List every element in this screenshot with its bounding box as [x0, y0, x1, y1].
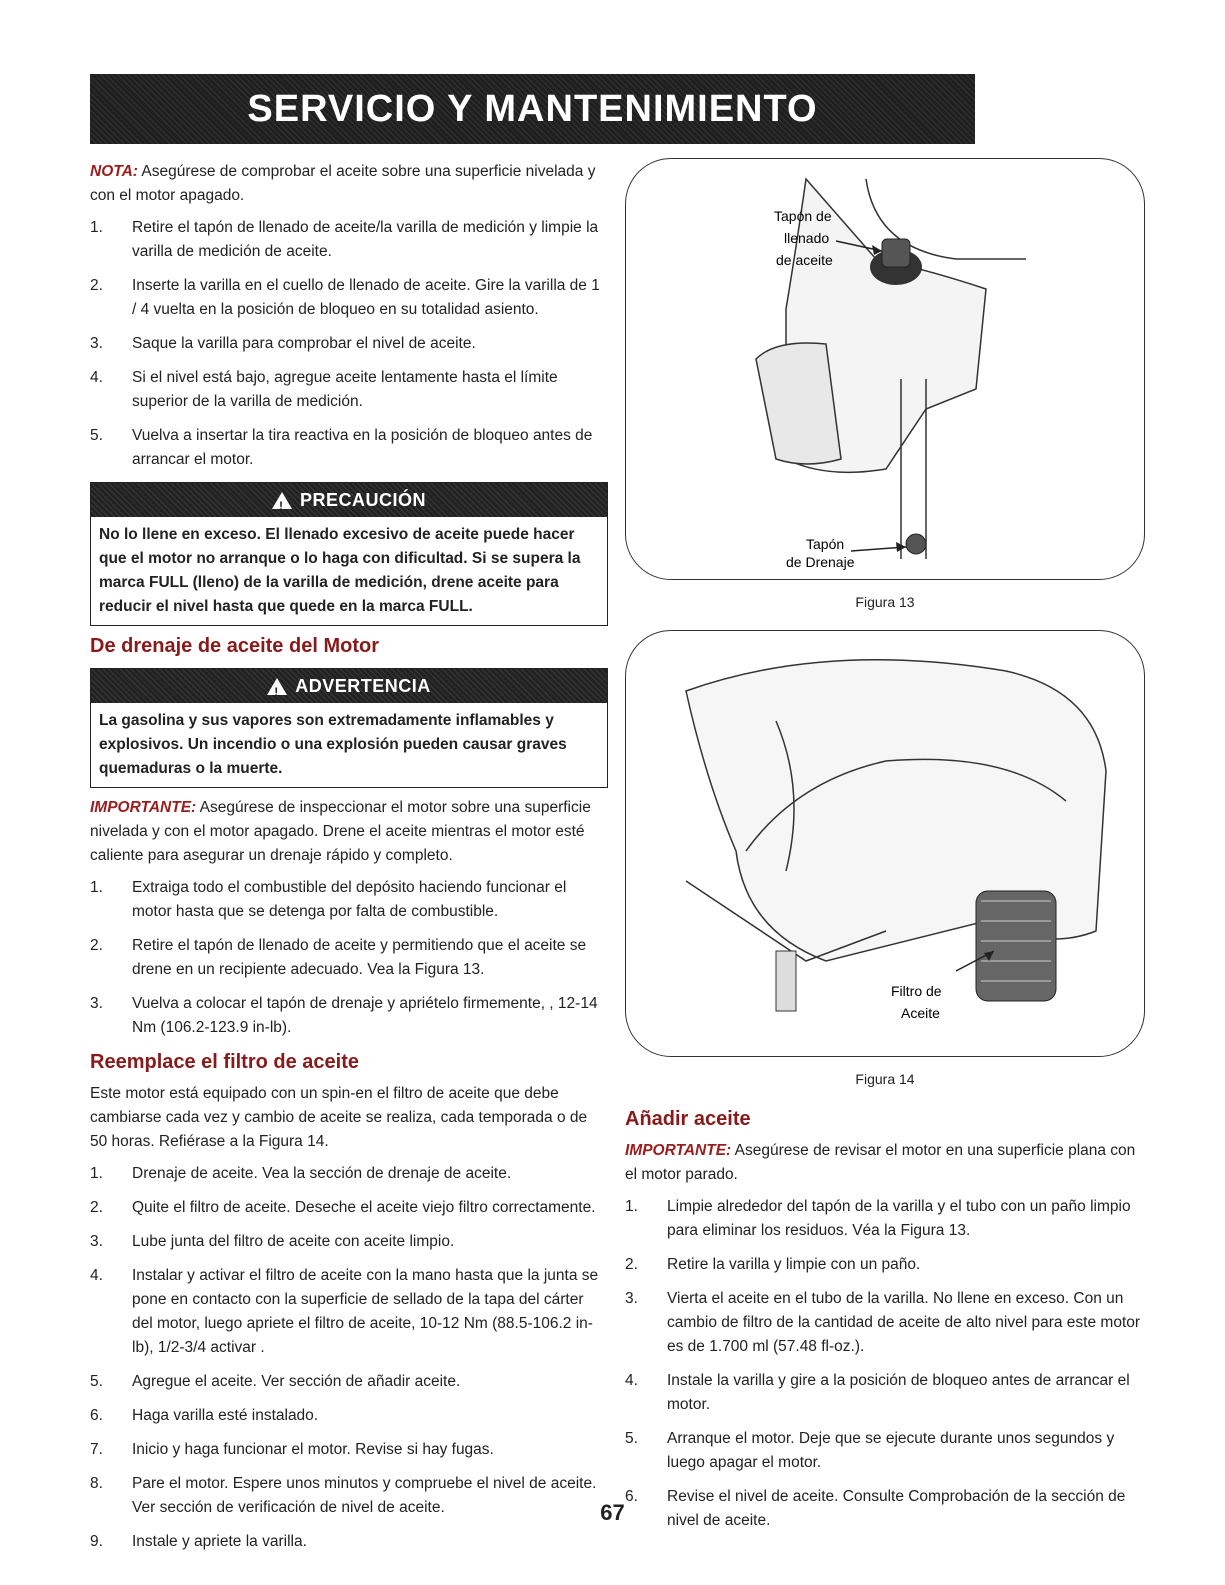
check-steps-list [90, 216, 608, 472]
add-steps-list [625, 1195, 1145, 1533]
step-text: Vuelva a insertar la tira reactiva en la posición de bloqueo antes de arrancar el motor. [132, 427, 593, 468]
fill-cap-label-1: Tapón de [774, 208, 832, 224]
engine-dipstick-illustration [626, 159, 1145, 579]
step-text: Arranque el motor. Deje que se ejecute durante unos segundos y luego apagar el motor. [667, 1430, 1115, 1471]
filter-steps-list [90, 1162, 608, 1554]
step-number: 5. [625, 1430, 638, 1447]
list-item [625, 1369, 1145, 1417]
list-item [625, 1427, 1145, 1475]
step-text: Instalar y activar el filtro de aceite con la mano hasta que la junta se pone en contacto con la superficie de sellado de la tapa del cárter del motor, luego apriete el filtro de aceite, 10-12 Nm (88.5-106.2 in-lb), 1/2-3/4 activar . [132, 1267, 599, 1356]
oil-filter-label-2: Aceite [901, 1005, 940, 1021]
list-item [90, 876, 608, 924]
step-number: 6. [90, 1407, 103, 1424]
list-item [90, 934, 608, 982]
importante-text: Asegúrese de revisar el motor en una superficie plana con el motor parado. [625, 1142, 1136, 1183]
warning-header [91, 669, 607, 703]
list-item [90, 332, 608, 356]
step-number: 1. [625, 1198, 638, 1215]
step-number: 4. [90, 369, 103, 386]
importante-text: Asegúrese de inspeccionar el motor sobre una superficie nivelada y con el motor apagado. Drene el aceite mientras el motor esté caliente para asegurar un drenaje rápido y completo. [90, 799, 591, 864]
step-number: 1. [90, 219, 103, 236]
figure-13-caption: Figura 13 [855, 594, 915, 610]
list-item [90, 1370, 608, 1394]
step-text: Drenaje de aceite. Vea la sección de drenaje de aceite. [132, 1165, 512, 1182]
warning-triangle-icon [267, 678, 287, 695]
add-oil-heading: Añadir aceite [625, 1108, 751, 1130]
list-item [90, 1264, 608, 1360]
step-number: 2. [90, 937, 103, 954]
step-number: 3. [625, 1290, 638, 1307]
banner-title: SERVICIO Y MANTENIMIENTO [247, 87, 818, 130]
step-number: 7. [90, 1441, 103, 1458]
step-number: 2. [625, 1256, 638, 1273]
caution-text: No lo llene en exceso. El llenado excesivo de aceite puede hacer que el motor no arranque o lo haga con dificultad. Si se supera la marca FULL (lleno) de la varilla de medición, drene aceite para reducir el nivel hasta que quede en la marca FULL. [99, 526, 581, 615]
list-item [625, 1195, 1145, 1243]
warning-title: ADVERTENCIA [295, 676, 431, 696]
list-item [90, 1404, 608, 1428]
figure-13 [625, 158, 1145, 580]
nota-label: NOTA: [90, 163, 138, 180]
page-number: 67 [600, 1500, 625, 1525]
caution-title: PRECAUCIÓN [299, 490, 426, 510]
fill-cap-label-3: de aceite [776, 252, 833, 268]
step-text: Saque la varilla para comprobar el nivel de aceite. [132, 335, 476, 352]
importante-paragraph [90, 796, 608, 868]
filter-heading: Reemplace el filtro de aceite [90, 1051, 360, 1073]
warning-box [90, 668, 608, 788]
step-number: 6. [625, 1488, 638, 1505]
drain-heading: De drenaje de aceite del Motor [90, 635, 379, 657]
step-number: 8. [90, 1475, 103, 1492]
step-text: Retire la varilla y limpie con un paño. [667, 1256, 921, 1273]
step-text: Limpie alrededor del tapón de la varilla y el tubo con un paño limpio para eliminar los residuos. Véa la Figura 13. [667, 1198, 1131, 1239]
list-item [90, 216, 608, 264]
step-number: 5. [90, 427, 103, 444]
step-text: Quite el filtro de aceite. Deseche el aceite viejo filtro correctamente. [132, 1199, 596, 1216]
list-item [625, 1287, 1145, 1359]
importante-label: IMPORTANTE: [90, 799, 197, 816]
list-item [90, 992, 608, 1040]
fill-cap-label-2: llenado [784, 230, 830, 246]
caution-box [90, 482, 608, 626]
list-item [90, 366, 608, 414]
step-text: Si el nivel está bajo, agregue aceite lentamente hasta el límite superior de la varilla de medición. [132, 369, 558, 410]
section-banner [90, 74, 975, 144]
step-text: Instale y apriete la varilla. [132, 1533, 307, 1550]
step-number: 3. [90, 335, 103, 352]
caution-header [91, 483, 607, 517]
step-text: Vierta el aceite en el tubo de la varilla. No llene en exceso. Con un cambio de filtro de la cantidad de aceite de alto nivel para este motor es de 1.700 ml (57.48 fl-oz.). [667, 1290, 1141, 1355]
step-text: Haga varilla esté instalado. [132, 1407, 319, 1424]
list-item [90, 1230, 608, 1254]
step-text: Vuelva a colocar el tapón de drenaje y apriételo firmemente, , 12-14 Nm (106.2-123.9 in-lb). [132, 995, 598, 1036]
step-number: 4. [90, 1267, 103, 1284]
step-text: Extraiga todo el combustible del depósito haciendo funcionar el motor hasta que se detenga por falta de combustible. [132, 879, 567, 920]
step-number: 2. [90, 277, 103, 294]
step-number: 3. [90, 995, 103, 1012]
step-text: Instale la varilla y gire a la posición de bloqueo antes de arrancar el motor. [667, 1372, 1130, 1413]
importante-paragraph [625, 1139, 1145, 1187]
step-number: 2. [90, 1199, 103, 1216]
step-text: Retire el tapón de llenado de aceite y permitiendo que el aceite se drene en un recipiente adecuado. Vea la Figura 13. [132, 937, 587, 978]
step-number: 4. [625, 1372, 638, 1389]
figure-14 [625, 630, 1145, 1057]
step-number: 1. [90, 879, 103, 896]
list-item [90, 1162, 608, 1186]
step-text: Lube junta del filtro de aceite con aceite limpio. [132, 1233, 455, 1250]
list-item [90, 1438, 608, 1462]
step-text: Pare el motor. Espere unos minutos y compruebe el nivel de aceite. Ver sección de verificación de nivel de aceite. [132, 1475, 597, 1516]
engine-oil-filter-illustration [626, 631, 1145, 1056]
filter-intro: Este motor está equipado con un spin-en el filtro de aceite que debe cambiarse cada vez y cambio de aceite se realiza, cada temporada o de 50 horas. Refiérase a la Figura 14. [90, 1085, 588, 1150]
figure-14-caption: Figura 14 [855, 1071, 915, 1087]
list-item [90, 1196, 608, 1220]
step-text: Inserte la varilla en el cuello de llenado de aceite. Gire la varilla de 1 / 4 vuelta en la posición de bloqueo en su totalidad asiento. [132, 277, 600, 318]
warning-text: La gasolina y sus vapores son extremadamente inflamables y explosivos. Un incendio o una explosión pueden causar graves quemaduras o la muerte. [99, 712, 567, 777]
list-item [90, 274, 608, 322]
right-column [625, 158, 1145, 1543]
step-text: Agregue el aceite. Ver sección de añadir aceite. [132, 1373, 461, 1390]
list-item [625, 1253, 1145, 1277]
importante-label: IMPORTANTE: [625, 1142, 732, 1159]
list-item [90, 424, 608, 472]
step-number: 3. [90, 1233, 103, 1250]
nota-text: Asegúrese de comprobar el aceite sobre una superficie nivelada y con el motor apagado. [90, 163, 596, 204]
step-text: Retire el tapón de llenado de aceite/la varilla de medición y limpie la varilla de medición de aceite. [132, 219, 599, 260]
warning-triangle-icon [272, 492, 292, 509]
list-item [90, 1530, 608, 1554]
step-text: Inicio y haga funcionar el motor. Revise si hay fugas. [132, 1441, 494, 1458]
step-text: Revise el nivel de aceite. Consulte Comprobación de la sección de nivel de aceite. [667, 1488, 1126, 1529]
nota-paragraph [90, 160, 608, 208]
drain-plug-label-1: Tapón [806, 536, 845, 552]
left-column [90, 160, 608, 1564]
oil-filter-label-1: Filtro de [891, 983, 942, 999]
step-number: 9. [90, 1533, 103, 1550]
drain-steps-list [90, 876, 608, 1040]
step-number: 5. [90, 1373, 103, 1390]
drain-plug-label-2: de Drenaje [786, 554, 855, 570]
step-number: 1. [90, 1165, 103, 1182]
